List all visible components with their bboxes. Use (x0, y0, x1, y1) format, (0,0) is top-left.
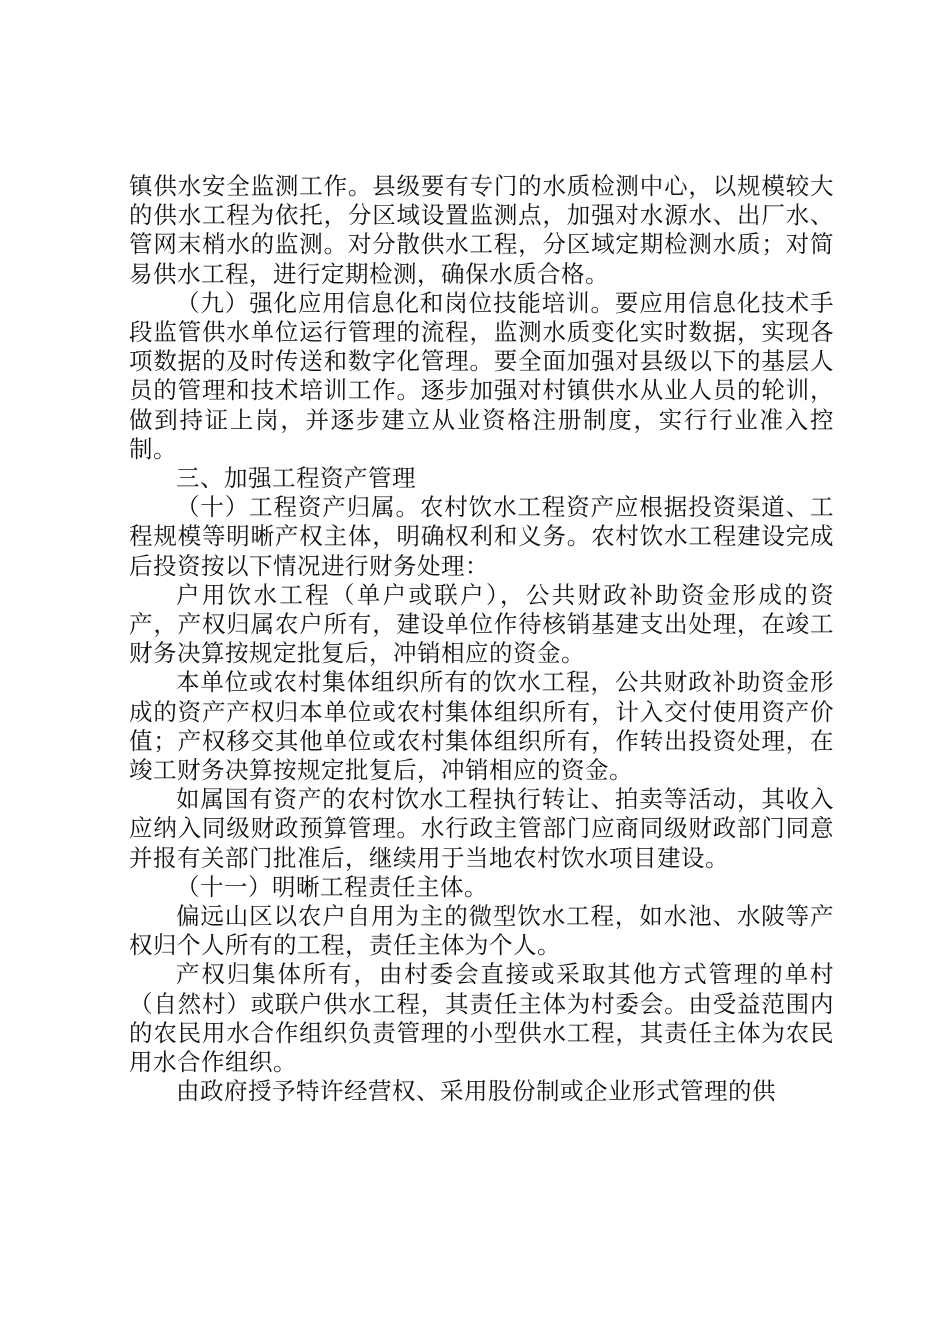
paragraph-responsibility-heading: （十一）明晰工程责任主体。 (176, 872, 488, 901)
section-heading-asset-management: 三、加强工程资产管理 (176, 464, 416, 493)
paragraph-individual-responsibility: 偏远山区以农户自用为主的微型饮水工程，如水池、水陂等产权归个人所有的工程，责任主体为个人。 (129, 902, 834, 960)
paragraph-household-projects: 户用饮水工程（单户或联户），公共财政补助资金形成的资产，产权归属农户所有，建设单位作待核销基建支出处理，在竣工财务决算按规定批复后，冲销相应的资金。 (129, 580, 834, 668)
paragraph-franchise-projects: 由政府授予特许经营权、采用股份制或企业形式管理的供 (176, 1077, 776, 1106)
paragraph-informatization-training: （九）强化应用信息化和岗位技能培训。要应用信息化技术手段监管供水单位运行管理的流程，监测水质变化实时数据，实现各项数据的及时传送和数字化管理。要全面加强对县级以下的基层人员的管理和技术培训工作。逐步加强对村镇供水从业人员的轮训，做到持证上岗，并逐步建立从业资格注册制度，实行行业准入控制。 (129, 288, 834, 463)
document-body (129, 172, 834, 1107)
paragraph-village-responsibility: 产权归集体所有，由村委会直接或采取其他方式管理的单村（自然村）或联户供水工程，其责任主体为村委会。由受益范围内的农民用水合作组织负责管理的小型供水工程，其责任主体为农民用水合作组织。 (129, 960, 834, 1077)
paragraph-state-assets: 如属国有资产的农村饮水工程执行转让、拍卖等活动，其收入应纳入同级财政预算管理。水行政主管部门应商同级财政部门同意并报有关部门批准后，继续用于当地农村饮水项目建设。 (129, 785, 834, 872)
paragraph-collective-projects: 本单位或农村集体组织所有的饮水工程，公共财政补助资金形成的资产产权归本单位或农村集体组织所有，计入交付使用资产价值；产权移交其他单位或农村集体组织所有，作转出投资处理，在竣工财务决算按规定批复后，冲销相应的资金。 (129, 668, 834, 785)
paragraph-asset-ownership: （十）工程资产归属。农村饮水工程资产应根据投资渠道、工程规模等明晰产权主体，明确权利和义务。农村饮水工程建设完成后投资按以下情况进行财务处理： (129, 493, 834, 580)
paragraph-water-monitoring: 镇供水安全监测工作。县级要有专门的水质检测中心，以规模较大的供水工程为依托，分区域设置监测点，加强对水源水、出厂水、管网末梢水的监测。对分散供水工程，分区域定期检测水质；对简易供水工程，进行定期检测，确保水质合格。 (129, 172, 834, 288)
